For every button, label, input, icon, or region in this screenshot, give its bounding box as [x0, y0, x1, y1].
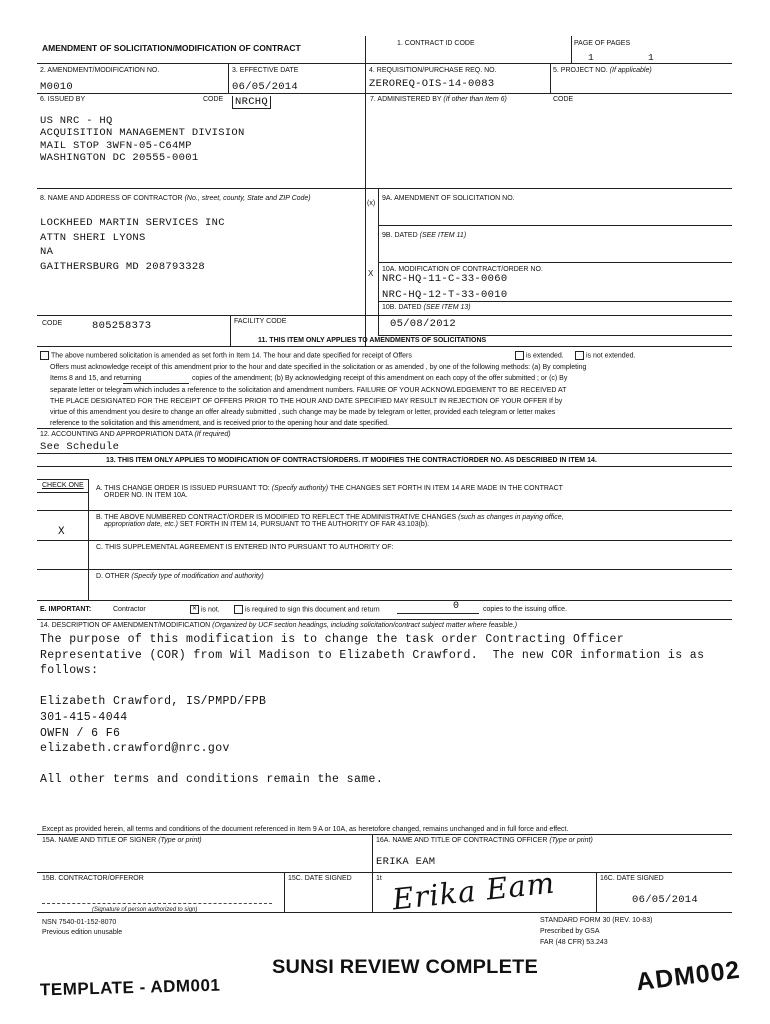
rule: [571, 36, 572, 63]
rule: [378, 301, 732, 302]
sunsi-review-stamp: SUNSI REVIEW COMPLETE: [272, 957, 539, 978]
rule: [37, 466, 732, 467]
item-11-line7: reference to the solicitation and this amendment, and is received prior to the opening hour and date specified.: [50, 420, 389, 427]
contract-id-label: 1. CONTRACT ID CODE: [397, 40, 475, 47]
rule: [365, 188, 366, 346]
issued-code-label: CODE: [203, 96, 224, 103]
rule: [550, 63, 551, 93]
contracting-officer-signature: Erika Eam: [390, 865, 557, 917]
item-10a-label: 10A. MODIFICATION OF CONTRACT/ORDER NO.: [382, 266, 543, 273]
copies-text: copies to the issuing office.: [483, 606, 567, 613]
item-13b-text: B. THE ABOVE NUMBERED CONTRACT/ORDER IS MODIFIED TO REFLECT THE ADMINISTRATIVE CHANGES (such as changes in paying office,: [96, 514, 564, 521]
except-text: Except as provided herein, all terms and conditions of the document referenced in Item 9 A or 10A, as heretofore changed, remains unchanged and in full force and effect.: [42, 826, 569, 833]
contractor-code-label: CODE: [42, 320, 63, 327]
nsn-number: NSN 7540-01-152-8070: [42, 919, 117, 926]
effective-date: 06/05/2014: [232, 81, 299, 93]
item-16b-prefix: 1t: [376, 875, 382, 882]
is-required-checkbox[interactable]: [234, 605, 243, 614]
item-10a-order: NRC-HQ-12-T-33-0010: [382, 289, 508, 301]
page-number: 1: [588, 52, 595, 63]
is-required-option: is required to sign this document and return: [234, 605, 380, 614]
rule: [88, 479, 89, 600]
rule: [37, 834, 732, 835]
rule: [596, 872, 597, 912]
item-13b-mark: X: [58, 526, 65, 538]
rule: [37, 93, 732, 94]
form-title: AMENDMENT OF SOLICITATION/MODIFICATION OF CONTRACT: [42, 43, 301, 53]
check-one-label: CHECK ONE: [42, 482, 84, 489]
rule: [37, 479, 88, 480]
copies-count: 0: [453, 601, 460, 612]
rule: [37, 872, 732, 873]
rule: [37, 492, 88, 493]
contractor-word: Contractor: [113, 606, 146, 613]
amendment-no: M0010: [40, 81, 74, 93]
item-10b-label: 10B. DATED (SEE ITEM 13): [382, 304, 471, 311]
item-10a-contract: NRC-HQ-11-C-33-0060: [382, 273, 508, 285]
rule: [372, 834, 373, 912]
page-label: PAGE OF PAGES: [574, 40, 631, 47]
rule: [37, 600, 732, 601]
rule: [378, 225, 732, 226]
admin-code-label: CODE: [553, 96, 574, 103]
rule: [365, 36, 366, 93]
modification-description: The purpose of this modification is to change the task order Contracting Officer Representative (COR) from Wil Madison to Elizabeth Crawford. The new COR information is as follows: Elizabeth Crawford, IS/PMPD/FPB 301-415-4044 OWFN / 6 F6 elizabeth.crawford@nrc.gov All other terms and conditions remain the same.: [40, 633, 705, 787]
far-reference: FAR (48 CFR) 53.243: [540, 939, 608, 946]
signature-caption: (Signature of person authorized to sign): [92, 907, 198, 913]
item-13-heading: 13. THIS ITEM ONLY APPLIES TO MODIFICATION OF CONTRACTS/ORDERS. IT MODIFIES THE CONTRACT/ORDER NO. AS DESCRIBED IN ITEM 14.: [106, 457, 597, 464]
rule: [37, 63, 732, 64]
rule: [37, 510, 732, 511]
x-column-label: (x): [367, 200, 376, 207]
item-11-heading: 11. THIS ITEM ONLY APPLIES TO AMENDMENTS OF SOLICITATIONS: [258, 337, 487, 344]
signature-line: [42, 903, 272, 904]
item-13d-text: D. OTHER (Specify type of modification and authority): [96, 573, 264, 580]
rule: [284, 872, 285, 912]
issued-code: NRCHQ: [232, 96, 271, 109]
contractor-label: 8. NAME AND ADDRESS OF CONTRACTOR (No., street, county, State and ZIP Code): [40, 195, 311, 202]
prescribed-by: Prescribed by GSA: [540, 928, 600, 935]
rule: [37, 346, 732, 347]
rule: [378, 335, 732, 336]
issued-by-label: 6. ISSUED BY: [40, 96, 86, 103]
item-11-line3a: Items 8 and 15, and returning: [50, 375, 142, 382]
is-not-checkbox[interactable]: ✕: [191, 606, 198, 612]
rule: [37, 453, 732, 454]
item-13a-text2: ORDER NO. IN ITEM 10A.: [104, 492, 188, 499]
rule: [378, 188, 379, 335]
requisition-label: 4. REQUISITION/PURCHASE REQ. NO.: [369, 67, 497, 74]
item-15c-label: 15C. DATE SIGNED: [288, 875, 352, 882]
rule: [37, 428, 732, 429]
contractor-address: LOCKHEED MARTIN SERVICES INC ATTN SHERI LYONS NA GAITHERSBURG MD 208793328: [40, 217, 225, 273]
rule: [37, 569, 732, 570]
rule: [378, 262, 732, 263]
item-11-line2: Offers must acknowledge receipt of this amendment prior to the hour and date specified in the solicitation or as amended , by one of the following methods: (a) By completing: [50, 364, 587, 371]
not-extended-checkbox[interactable]: [575, 351, 584, 360]
item-16a-label: 16A. NAME AND TITLE OF CONTRACTING OFFICER (Type or print): [376, 837, 593, 844]
rule: [37, 619, 732, 620]
item-11-line3b: copies of the amendment; (b) By acknowledging receipt of this amendment on each copy of the offer submitted ; or (c) By: [192, 375, 568, 382]
item-15a-label: 15A. NAME AND TITLE OF SIGNER (Type or print): [42, 837, 202, 844]
amendment-no-label: 2. AMENDMENT/MODIFICATION NO.: [40, 67, 160, 74]
contracting-officer-name: ERIKA EAM: [376, 856, 436, 868]
previous-edition: Previous edition unusable: [42, 929, 123, 936]
project-no-label: 5. PROJECT NO. (If applicable): [553, 67, 652, 74]
item-9a-label: 9A. AMENDMENT OF SOLICITATION NO.: [382, 195, 515, 202]
item-16c-label: 16C. DATE SIGNED: [600, 875, 664, 882]
rule: [37, 540, 732, 541]
item-11-line4: separate letter or telegram which includes a reference to the solicitation and amendment numbers. FAILURE OF YOUR ACKNOWLEDGEMENT TO BE RECEIVED AT: [50, 387, 567, 394]
is-not-option: ✕ is not.: [191, 606, 220, 614]
item-13a-text: A. THIS CHANGE ORDER IS ISSUED PURSUANT TO: (Specify authority) THE CHANGES SET FORTH IN ITEM 14 ARE MADE IN THE CONTRACT: [96, 485, 563, 492]
accounting-data: See Schedule: [40, 441, 120, 453]
extended-checkbox[interactable]: [515, 351, 524, 360]
contractor-code: 805258373: [92, 320, 152, 332]
item-15b-label: 15B. CONTRACTOR/OFFEROR: [42, 875, 144, 882]
important-label: E. IMPORTANT:: [40, 606, 92, 613]
rule: [37, 315, 732, 316]
issuer-address: US NRC - HQ ACQUISITION MANAGEMENT DIVISION MAIL STOP 3WFN-05-C64MP WASHINGTON DC 20555-0001: [40, 115, 245, 164]
page-total: 1: [648, 52, 655, 63]
copies-blank: [123, 383, 189, 384]
copies-return-blank: [397, 613, 479, 614]
item-12-label: 12. ACCOUNTING AND APPROPRIATION DATA (If required): [40, 431, 231, 438]
item-11-line6: virtue of this amendment you desire to change an offer already submitted , such change may be made by telegram or letter, provided each telegram or letter makes: [50, 409, 556, 416]
item-14-label: 14. DESCRIPTION OF AMENDMENT/MODIFICATION (Organized by UCF section headings, including solicitation/contract subject matter where feasible.): [40, 622, 518, 629]
item-10a-mark: X: [368, 269, 374, 278]
is-extended: is extended.: [515, 351, 564, 360]
rule: [37, 188, 732, 189]
standard-form: STANDARD FORM 30 (REV. 10-83): [540, 917, 653, 924]
item-13b-text2: appropriation date, etc.) SET FORTH IN ITEM 14, PURSUANT TO THE AUTHORITY OF FAR 43.103(b).: [104, 521, 430, 528]
adm-stamp: ADM002: [634, 955, 742, 997]
item-9b-label: 9B. DATED (SEE ITEM 11): [382, 232, 467, 239]
requisition-no: ZEROREQ-OIS-14-0083: [369, 78, 495, 90]
item-13c-text: C. THIS SUPPLEMENTAL AGREEMENT IS ENTERED INTO PURSUANT TO AUTHORITY OF:: [96, 544, 394, 551]
is-not-extended: is not extended.: [575, 351, 635, 360]
effective-date-label: 3. EFFECTIVE DATE: [232, 67, 299, 74]
item-11-line1: The above numbered solicitation is amended as set forth in Item 14. The hour and date specified for receipt of Offers: [40, 351, 412, 360]
rule: [230, 315, 231, 346]
rule: [365, 93, 366, 188]
item-11-line5: THE PLACE DESIGNATED FOR THE RECEIPT OF OFFERS PRIOR TO THE HOUR AND DATE SPECIFIED MAY RESULT IN REJECTION OF YOUR OFFER If by: [50, 398, 563, 405]
administered-by-label: 7. ADMINISTERED BY (If other than Item 6): [370, 96, 507, 103]
solicitation-amended-checkbox[interactable]: [40, 351, 49, 360]
template-stamp: TEMPLATE - ADM001: [39, 975, 221, 1000]
rule: [228, 63, 229, 93]
item-10b-date: 05/08/2012: [390, 318, 457, 330]
facility-code-label: FACILITY CODE: [234, 318, 287, 325]
date-signed: 06/05/2014: [632, 894, 699, 906]
